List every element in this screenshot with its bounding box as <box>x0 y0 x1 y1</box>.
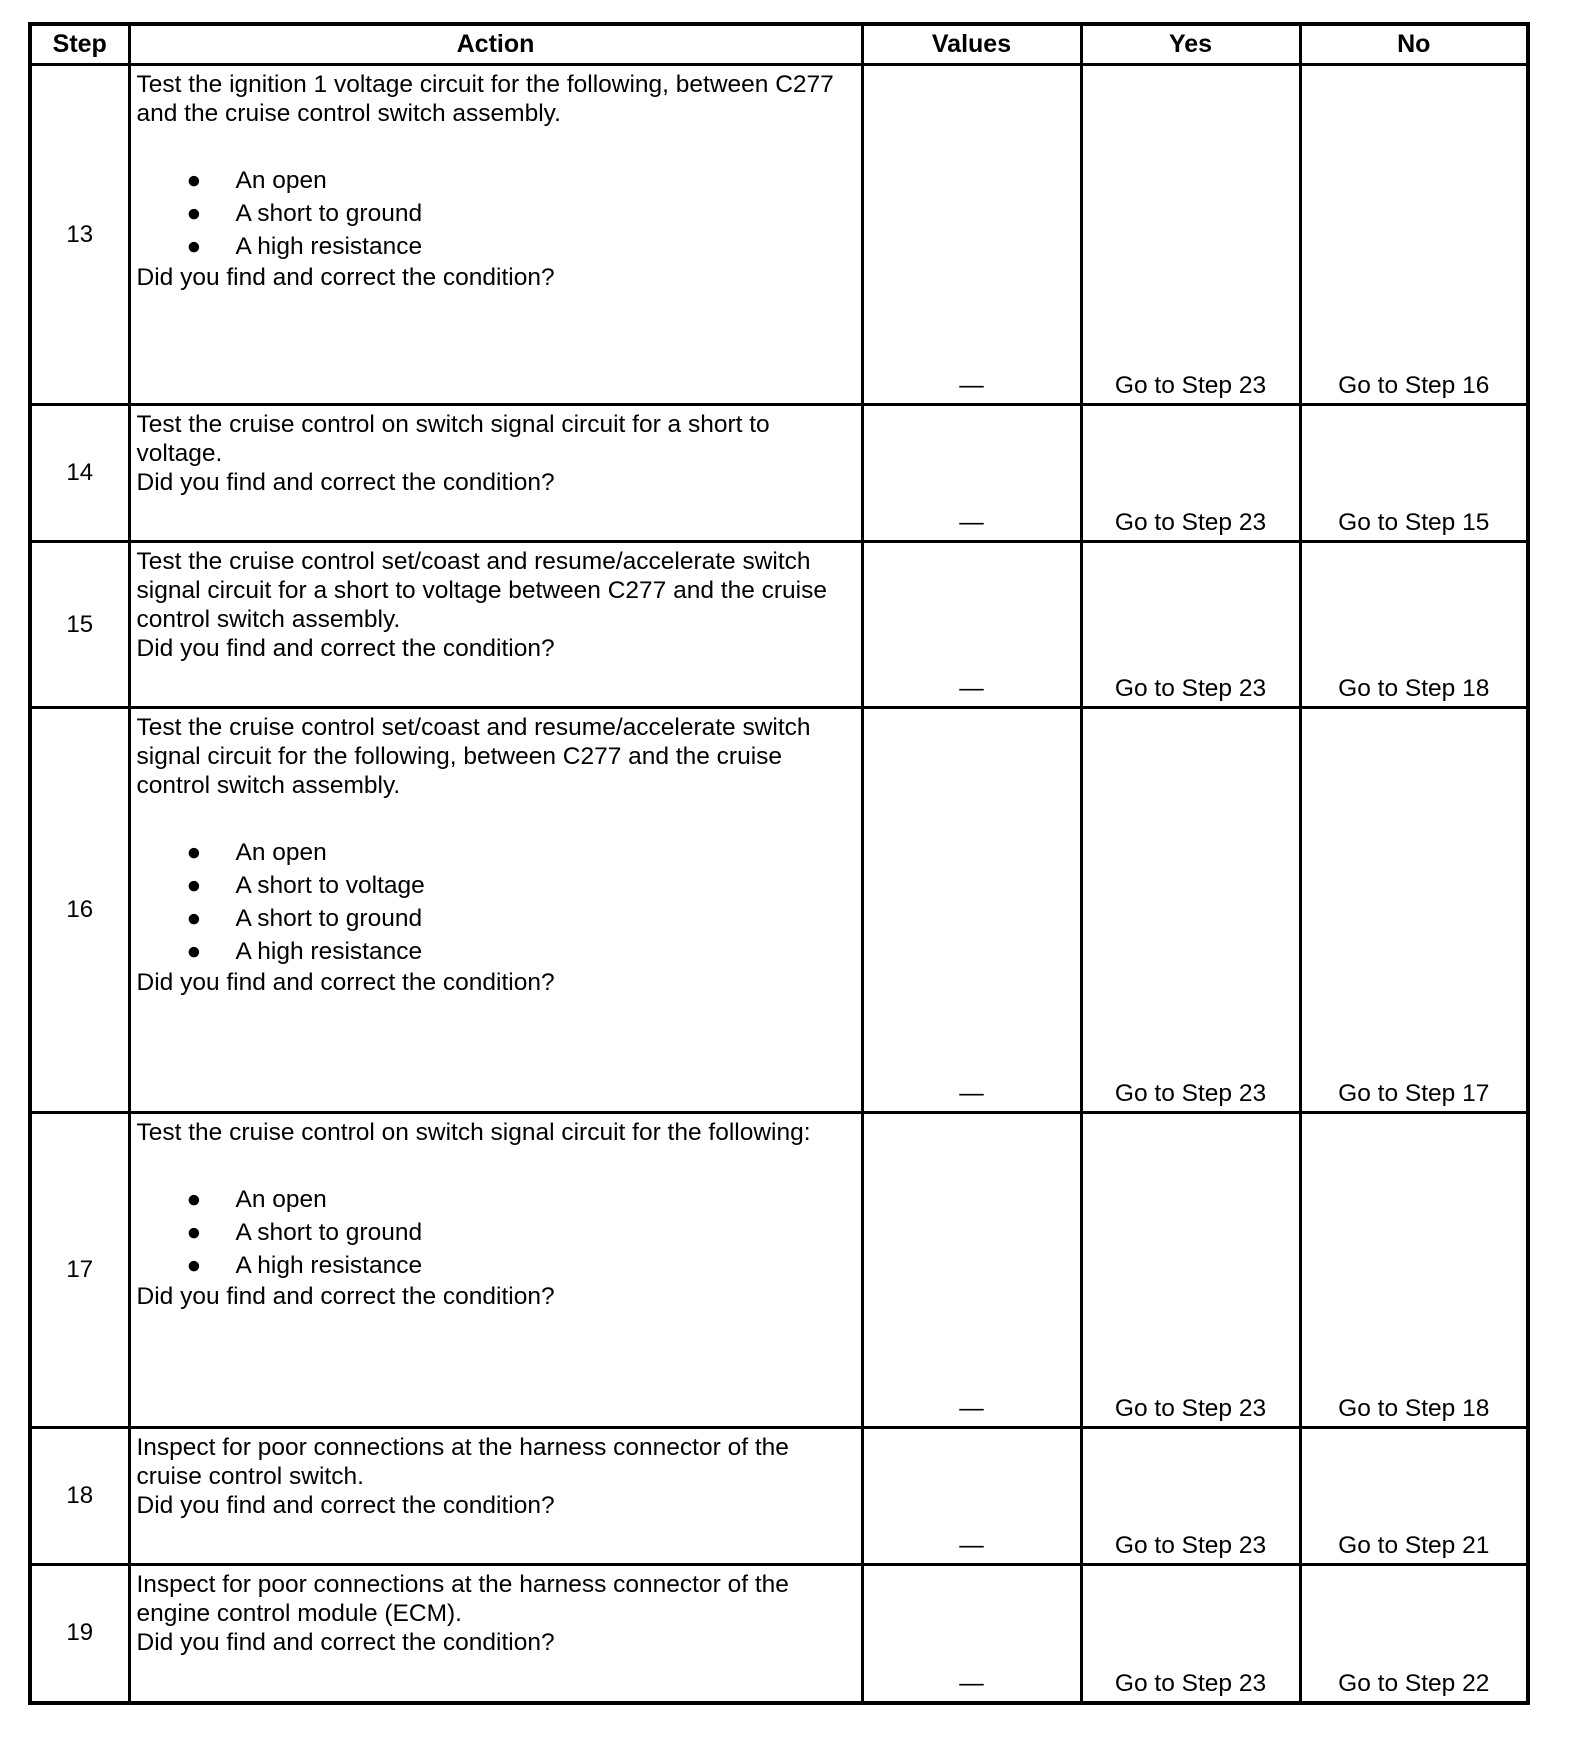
step-number: 17 <box>30 1113 129 1428</box>
action-text: Test the ignition 1 voltage circuit for the following, between C277 and the cruise control switch assembly. <box>136 71 834 127</box>
question-text: Did you find and correct the condition? <box>136 635 555 662</box>
table-row <box>30 1113 1528 1428</box>
bullet-icon: ● <box>186 1219 202 1246</box>
bullet-icon: ● <box>186 167 202 194</box>
yes-cell: Go to Step 23 <box>1081 1428 1300 1565</box>
step-number: 14 <box>30 405 129 542</box>
table-row <box>30 542 1528 708</box>
list-item: ● A short to ground <box>137 902 855 935</box>
no-cell: Go to Step 15 <box>1300 405 1528 542</box>
bullet-icon: ● <box>186 200 202 227</box>
bullet-icon: ● <box>186 1252 202 1279</box>
question-text: Did you find and correct the condition? <box>136 1283 555 1310</box>
list-item: ● A short to voltage <box>137 869 855 902</box>
action-cell <box>129 1113 862 1428</box>
step-number: 18 <box>30 1428 129 1565</box>
header-action: Action <box>129 24 862 65</box>
table-row <box>30 405 1528 542</box>
list-item: ● A short to ground <box>137 197 855 230</box>
yes-cell: Go to Step 23 <box>1081 405 1300 542</box>
bullet-icon: ● <box>186 839 202 866</box>
yes-cell: Go to Step 23 <box>1081 1113 1300 1428</box>
list-item: ● A short to ground <box>137 1216 855 1249</box>
no-cell: Go to Step 18 <box>1300 1113 1528 1428</box>
bullet-icon: ● <box>186 938 202 965</box>
bullet-icon: ● <box>186 872 202 899</box>
no-cell: Go to Step 18 <box>1300 542 1528 708</box>
question-text: Did you find and correct the condition? <box>136 264 555 291</box>
header-row <box>30 24 1528 65</box>
list-item: ● An open <box>137 1183 855 1216</box>
action-cell <box>129 1565 862 1703</box>
values-cell: — <box>862 65 1081 405</box>
question-text: Did you find and correct the condition? <box>136 969 555 996</box>
header-no: No <box>1300 24 1528 65</box>
action-text: Test the cruise control set/coast and resume/accelerate switch signal circuit for a short to voltage between C277 and the cruise control switch assembly. <box>136 548 827 633</box>
question-text: Did you find and correct the condition? <box>136 1629 555 1656</box>
values-cell: — <box>862 1565 1081 1703</box>
list-item: ● A high resistance <box>137 1249 855 1282</box>
action-text: Inspect for poor connections at the harness connector of the engine control module (ECM). <box>136 1571 789 1627</box>
header-values: Values <box>862 24 1081 65</box>
step-number: 15 <box>30 542 129 708</box>
step-number: 13 <box>30 65 129 405</box>
action-text: Test the cruise control on switch signal circuit for a short to voltage. <box>136 411 770 467</box>
action-cell <box>129 542 862 708</box>
no-cell: Go to Step 17 <box>1300 708 1528 1113</box>
question-text: Did you find and correct the condition? <box>136 1492 555 1519</box>
list-item: ● A high resistance <box>137 230 855 263</box>
action-text: Test the cruise control set/coast and resume/accelerate switch signal circuit for the following, between C277 and the cruise control switch assembly. <box>136 714 811 799</box>
yes-cell: Go to Step 23 <box>1081 65 1300 405</box>
bullet-icon: ● <box>186 1186 202 1213</box>
action-cell <box>129 65 862 405</box>
diagnostic-table <box>28 22 1530 1705</box>
header-yes: Yes <box>1081 24 1300 65</box>
no-cell: Go to Step 22 <box>1300 1565 1528 1703</box>
table-row <box>30 65 1528 405</box>
question-text: Did you find and correct the condition? <box>136 469 555 496</box>
bullet-icon: ● <box>186 905 202 932</box>
list-item: ● An open <box>137 164 855 197</box>
bullet-icon: ● <box>186 233 202 260</box>
yes-cell: Go to Step 23 <box>1081 708 1300 1113</box>
values-cell: — <box>862 708 1081 1113</box>
action-cell <box>129 708 862 1113</box>
no-cell: Go to Step 21 <box>1300 1428 1528 1565</box>
yes-cell: Go to Step 23 <box>1081 1565 1300 1703</box>
list-item: ● A high resistance <box>137 935 855 968</box>
values-cell: — <box>862 1428 1081 1565</box>
action-cell <box>129 405 862 542</box>
yes-cell: Go to Step 23 <box>1081 542 1300 708</box>
action-text: Test the cruise control on switch signal circuit for the following: <box>136 1119 811 1146</box>
values-cell: — <box>862 405 1081 542</box>
table-row <box>30 708 1528 1113</box>
list-item: ● An open <box>137 836 855 869</box>
bullet-list <box>137 164 855 263</box>
header-step: Step <box>30 24 129 65</box>
table-row <box>30 1565 1528 1703</box>
step-number: 19 <box>30 1565 129 1703</box>
step-number: 16 <box>30 708 129 1113</box>
bullet-list <box>137 836 855 968</box>
action-text: Inspect for poor connections at the harness connector of the cruise control switch. <box>136 1434 789 1490</box>
action-cell <box>129 1428 862 1565</box>
values-cell: — <box>862 542 1081 708</box>
table-row <box>30 1428 1528 1565</box>
values-cell: — <box>862 1113 1081 1428</box>
bullet-list <box>137 1183 855 1282</box>
no-cell: Go to Step 16 <box>1300 65 1528 405</box>
